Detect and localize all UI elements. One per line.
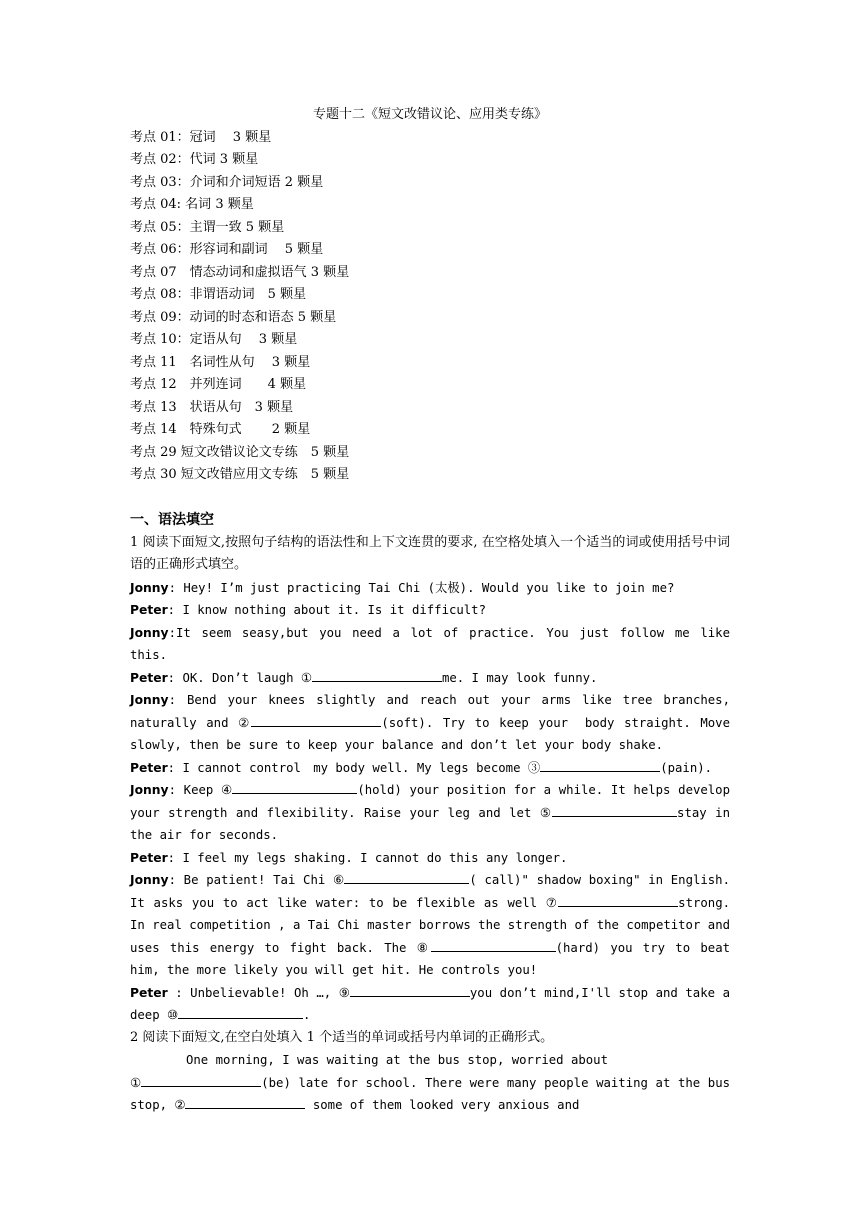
document-content [130, 104, 730, 1117]
dialogue-text: me. I may look funny. [441, 670, 598, 685]
kaodian-item: 考点 07 情态动词和虚拟语气 3 颗星 [130, 264, 350, 280]
dialogue-text: strong. In real competition , a Tai Chi master borrows the strength of the competitor and uses this energy to fight back. The ⑧ [130, 895, 730, 955]
kaodian-item: 考点 30 短文改错应用文专练 5 颗星 [130, 467, 350, 482]
question-2-intro: 2 阅读下面短文,在空白处填入 1 个适当的单词或括号内单词的正确形式。 [130, 1029, 554, 1045]
blank-9[interactable] [350, 982, 470, 997]
blank-q2-1[interactable] [141, 1072, 261, 1087]
dialogue-line [130, 622, 730, 667]
kaodian-item: 考点 06：形容词和副词 5 颗星 [130, 242, 324, 257]
dialogue-text: : Hey! I’m just practicing Tai Chi (太极). Would you like to join me? [168, 580, 675, 595]
speaker: Peter [130, 670, 168, 685]
passage-line: One morning, I was waiting at the bus stop, worried about [186, 1053, 608, 1067]
question-1-intro: 1 阅读下面短文,按照句子结构的语法性和上下文连贯的要求, 在空格处填入一个适当的词或使用括号中词语的正确形式填空。 [130, 534, 730, 572]
spacer [130, 487, 730, 510]
blank-q2-2[interactable] [185, 1094, 305, 1109]
dialogue-line [130, 599, 730, 622]
kaodian-item: 考点 29 短文改错议论文专练 5 颗星 [130, 444, 350, 460]
dialogue-line [130, 667, 730, 690]
dialogue-text: . [303, 1008, 311, 1022]
dialogue-text: : I know nothing about it. Is it difficult? [167, 603, 486, 617]
kaodian-item: 考点 05：主谓一致 5 颗星 [130, 219, 285, 235]
dialogue-line [130, 757, 730, 780]
dialogue-text: : Be patient! Tai Chi ⑥ [168, 873, 345, 887]
speaker: Peter [130, 760, 168, 775]
kaodian-item: 考点 14 特殊句式 2 颗星 [130, 422, 311, 437]
blank-10[interactable] [178, 1004, 303, 1019]
dialogue-line [130, 779, 730, 847]
speaker: Peter [130, 603, 168, 617]
passage-text: some of them looked very anxious and [305, 1098, 580, 1112]
dialogue-text: : I cannot control my body well. My legs become ③ [167, 760, 541, 775]
kaodian-item: 考点 02：代词 3 颗星 [130, 152, 259, 167]
dialogue-text: : Keep ④ [168, 783, 233, 797]
kaodian-list [130, 127, 730, 487]
dialogue-line [130, 869, 730, 982]
blank-8[interactable] [431, 937, 556, 952]
blank-4[interactable] [232, 779, 357, 794]
kaodian-item: 考点 08：非谓语动词 5 颗星 [130, 287, 307, 302]
dialogue-text: you don’t mind,I'll stop and take a deep ⑩ [130, 985, 730, 1022]
kaodian-item: 考点 11 名词性从句 3 颗星 [130, 354, 311, 370]
blank-6[interactable] [344, 869, 469, 884]
speaker: Jonny [130, 580, 169, 595]
passage-line [130, 1072, 730, 1117]
blank-2[interactable] [251, 712, 381, 727]
dialogue-text: : Bend your knees slightly and reach out your arms like tree branches, naturally and ② [130, 693, 730, 730]
speaker: Peter [130, 850, 168, 865]
passage-text: ① [130, 1075, 142, 1090]
speaker: Jonny [130, 783, 169, 797]
blank-5[interactable] [552, 802, 677, 817]
section-heading: 一、语法填空 [130, 512, 214, 528]
dialogue-text: (soft). Try to keep your body straight. Move slowly, then be sure to keep your balance and don’t let your body shake. [130, 715, 730, 752]
dialogue-text: ( call)" shadow boxing" in English. It asks you to act like water: to be flexible as well ⑦ [130, 873, 730, 910]
blank-1[interactable] [312, 667, 442, 682]
speaker: Jonny [130, 873, 169, 887]
blank-3[interactable] [540, 757, 660, 772]
dialogue-line [130, 847, 730, 870]
document-title: 专题十二《短文改错议论、应用类专练》 [312, 107, 547, 122]
speaker: Peter [130, 985, 168, 1000]
blank-7[interactable] [558, 892, 678, 907]
dialogue-text: (hard) you try to beat him, the more likely you will get hit. He controls you! [130, 940, 731, 977]
dialogue-text: : I feel my legs shaking. I cannot do this any longer. [167, 850, 568, 865]
speaker: Jonny [130, 693, 169, 707]
kaodian-item: 考点 10：定语从句 3 颗星 [130, 332, 298, 347]
kaodian-item: 考点 04: 名词 3 颗星 [130, 197, 254, 212]
dialogue-text: (pain). [660, 760, 713, 775]
kaodian-item: 考点 13 状语从句 3 颗星 [130, 399, 294, 415]
dialogue-text: : OK. Don’t laugh ① [167, 670, 312, 685]
kaodian-item: 考点 03：介词和介词短语 2 颗星 [130, 174, 324, 190]
dialogue-text: (hold) your position for a while. It helps develop your strength and flexibility. Raise your leg and let ⑤ [130, 783, 730, 820]
speaker: Jonny [130, 625, 169, 640]
passage-text: (be) late for school. There were many people waiting at the bus stop, ② [130, 1075, 730, 1112]
dialogue-line [130, 689, 730, 757]
dialogue-line [130, 982, 730, 1027]
dialogue-text: stay in the air for seconds. [130, 805, 730, 842]
kaodian-item: 考点 01：冠词 3 颗星 [130, 129, 272, 145]
dialogue-text: : Unbelievable! Oh …, ⑨ [167, 985, 350, 1000]
dialogue-text: :It seem seasy,but you need a lot of practice. You just follow me like this. [130, 625, 730, 662]
kaodian-item: 考点 12 并列连词 4 颗星 [130, 377, 307, 392]
kaodian-item: 考点 09：动词的时态和语态 5 颗星 [130, 309, 337, 325]
dialogue-line [130, 577, 730, 600]
